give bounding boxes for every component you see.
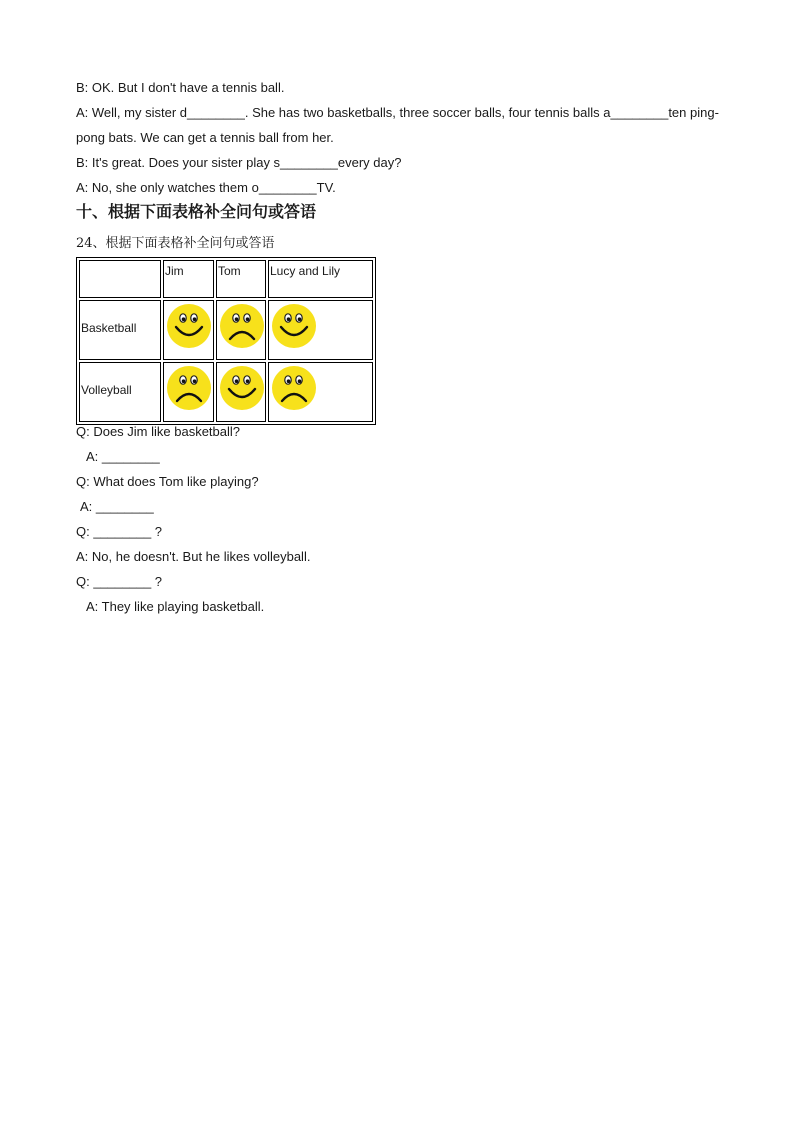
dialogue-line: B: It's great. Does your sister play s________every day?: [76, 155, 402, 170]
smiley-face-icon: [271, 303, 372, 352]
table-row: [79, 300, 373, 360]
row-label-cell: Basketball: [79, 300, 161, 360]
qa-line: A: ________: [86, 449, 160, 464]
sad-face-icon: [271, 365, 372, 414]
sad-face-icon: [219, 303, 265, 352]
qa-line: A: ________: [80, 499, 154, 514]
dialogue-line: A: No, she only watches them o________TV.: [76, 180, 336, 195]
table-header-cell: [79, 260, 161, 298]
table-header-cell: Tom: [216, 260, 266, 298]
section-title: 十、根据下面表格补全问句或答语: [76, 204, 317, 221]
table-row: [79, 362, 373, 422]
qa-line: A: No, he doesn't. But he likes volleyball.: [76, 549, 311, 564]
preference-table: [76, 257, 376, 425]
dialogue-line: A: Well, my sister d________. She has two basketballs, three soccer balls, four tennis balls a________ten ping-: [76, 105, 719, 120]
qa-line: Q: What does Tom like playing?: [76, 474, 259, 489]
question-label: 24、根据下面表格补全问句或答语: [76, 236, 275, 251]
qa-line: Q: Does Jim like basketball?: [76, 424, 241, 439]
dialogue-line: pong bats. We can get a tennis ball from her.: [76, 130, 334, 145]
dialogue-line: B: OK. But I don't have a tennis ball.: [76, 80, 285, 95]
table-header-cell: Jim: [163, 260, 214, 298]
row-label-cell: Volleyball: [79, 362, 161, 422]
smiley-face-icon: [219, 365, 265, 414]
table-header-cell: Lucy and Lily: [268, 260, 373, 298]
sad-face-icon: [166, 365, 213, 414]
smiley-face-icon: [166, 303, 213, 352]
table-header-row: [79, 260, 373, 298]
qa-line: Q: ________ ?: [76, 524, 163, 539]
qa-line: A: They like playing basketball.: [86, 599, 265, 614]
qa-line: Q: ________ ?: [76, 574, 163, 589]
